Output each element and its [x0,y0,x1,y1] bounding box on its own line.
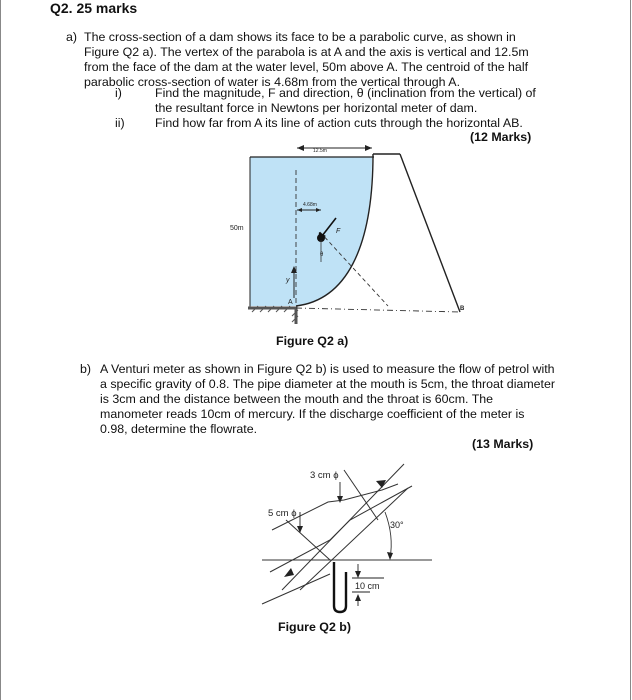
throat-pointer-head [337,496,343,503]
angle-arc [385,512,391,558]
label-theta: θ [320,252,324,258]
part-a-text: The cross-section of a dam shows its face to be a parabolic curve, as shown in Figure Q2 a). The vertex of the parabola is at A and the axis is vertical and 12.5m from the face of the dam at the water level, 50m above A. The centroid of the half parabolic cross-section of water is 4.68m from the vertical through A. [84,30,529,89]
venturi-upper-wall [272,484,398,530]
part-a-item-1-text: Find the magnitude, F and direction, θ (inclination from the vertical) of the resultant force in Newtons per horizontal meter of dam. [155,86,536,115]
label-throat: 3 cm ϕ [310,470,339,481]
manometer-dim-up-head [355,571,361,578]
pipe-line-2 [300,488,408,590]
part-a-marks: (12 Marks) [470,130,532,144]
mouth-pointer-head [297,526,303,533]
part-b-label: b) [80,362,92,376]
label-width: 12.5m [313,148,327,154]
pipe-line-3 [262,574,330,604]
figure-q2a-caption: Figure Q2 a) [276,334,349,348]
page-border-left [0,0,1,700]
label-height: 50m [230,225,244,232]
label-F: F [336,228,341,235]
part-a-item-2-text: Find how far from A its line of action cuts through the horizontal AB. [155,116,523,130]
label-angle: 30° [390,520,404,530]
section-line-mouth [286,520,330,560]
part-a-label: a) [66,30,78,44]
question-title: Q2. 25 marks [50,0,138,16]
label-B: B [460,306,465,312]
part-b-marks: (13 Marks) [472,437,534,451]
label-manometer: 10 cm [355,581,380,591]
part-b-text: A Venturi meter as shown in Figure Q2 b) is used to measure the flow of petrol with a specific gravity of 0.8. The pipe diameter at the mouth is 5cm, the throat diameter is 3cm and the distance between the mouth and the throat is 60cm. The manometer reads 10cm of mercury. If the discharge coefficient of the meter is 0.98, determine the flowrate. [100,362,556,436]
label-A: A [288,299,293,306]
part-a-item-1-num: i) [115,86,122,100]
angle-arc-head [387,552,393,560]
section-line-throat [344,470,378,520]
part-a-item-2-num: ii) [115,116,125,130]
label-y: y [286,277,290,284]
label-mouth: 5 cm ϕ [268,508,297,519]
label-centroid: 4.68m [303,202,317,208]
manometer-tube [334,562,346,612]
manometer-dim-down-head [355,594,361,601]
figure-q2b-caption: Figure Q2 b) [278,620,351,634]
flow-arrow-lower [284,568,294,577]
page-border-right [630,0,631,700]
